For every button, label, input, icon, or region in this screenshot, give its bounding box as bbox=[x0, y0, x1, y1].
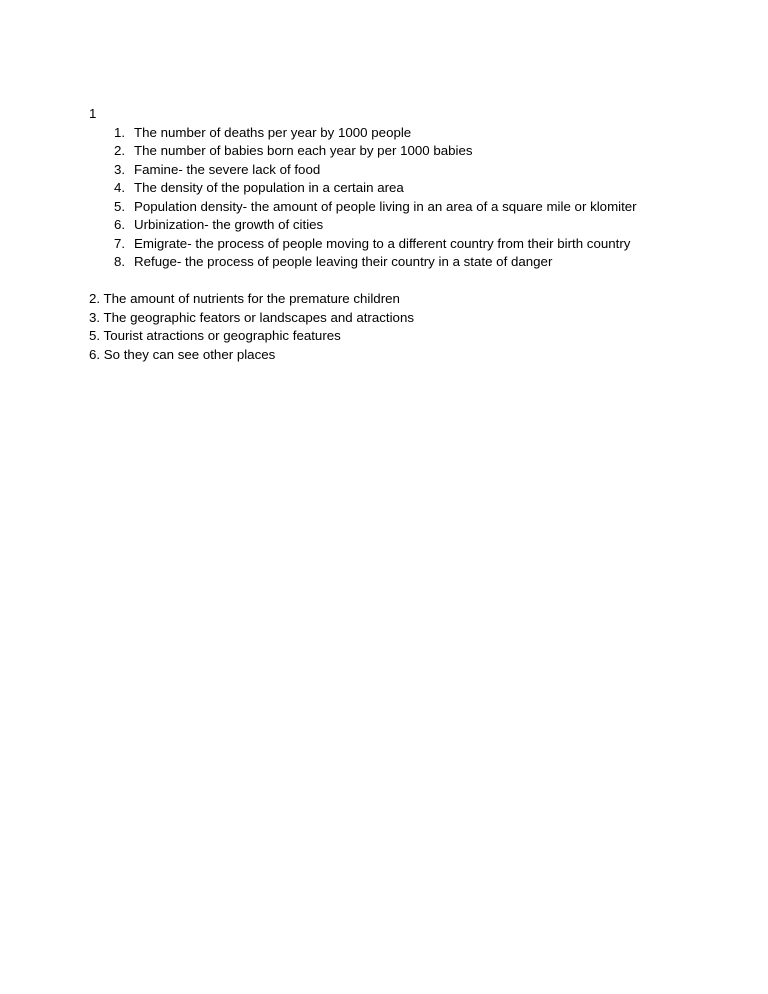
list-item bbox=[89, 161, 688, 180]
answer-line: 5. Tourist atractions or geographic features bbox=[89, 328, 341, 343]
list-item bbox=[89, 142, 688, 161]
list-item-text: Refuge- the process of people leaving their country in a state of danger bbox=[134, 254, 553, 269]
list-item-number: 7. bbox=[114, 235, 126, 251]
list-item bbox=[89, 124, 688, 143]
list-item bbox=[89, 253, 688, 272]
list-item-text: Emigrate- the process of people moving to a different country from their birth country bbox=[134, 235, 631, 251]
list-item-text: Population density- the amount of people living in an area of a square mile or klomiter bbox=[134, 198, 637, 214]
list-item-number: 4. bbox=[114, 180, 126, 195]
list-item-number: 3. bbox=[114, 161, 126, 177]
document-body bbox=[89, 105, 688, 364]
list-item-number: 5. bbox=[114, 198, 126, 214]
list-item-text: The density of the population in a certain area bbox=[134, 180, 404, 195]
answer-line: 2. The amount of nutrients for the premature children bbox=[89, 291, 400, 306]
list-item-number: 2. bbox=[114, 143, 126, 158]
list-item bbox=[89, 235, 688, 254]
list-item-text: The number of deaths per year by 1000 people bbox=[134, 124, 412, 140]
list-item bbox=[89, 179, 688, 198]
heading-paragraph: 1 bbox=[89, 106, 97, 121]
list-item-text: The number of babies born each year by per 1000 babies bbox=[134, 143, 473, 158]
numbered-list bbox=[89, 124, 688, 272]
list-item-number: 6. bbox=[114, 217, 126, 232]
answer-line: 6. So they can see other places bbox=[89, 346, 276, 362]
list-item-text: Urbinization- the growth of cities bbox=[134, 217, 324, 232]
blank-line bbox=[89, 272, 688, 291]
list-item bbox=[89, 216, 688, 235]
list-item bbox=[89, 198, 688, 217]
list-item-number: 8. bbox=[114, 254, 126, 269]
list-item-number: 1. bbox=[114, 124, 126, 140]
answer-line: 3. The geographic feators or landscapes and atractions bbox=[89, 309, 414, 325]
list-item-text: Famine- the severe lack of food bbox=[134, 161, 321, 177]
